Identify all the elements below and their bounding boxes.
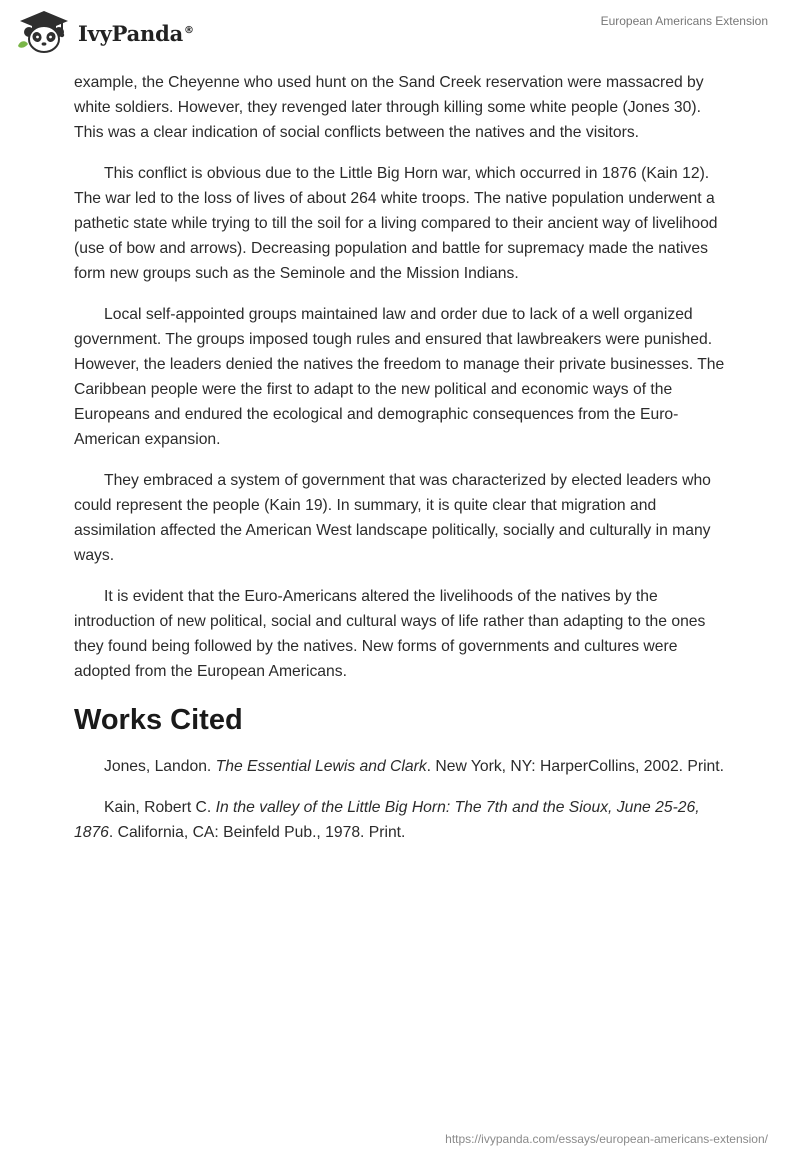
citation-title: The Essential Lewis and Clark xyxy=(215,758,427,775)
citation-publisher: . New York, NY: HarperCollins, 2002. Print. xyxy=(426,758,724,775)
body-paragraph: They embraced a system of government that was characterized by elected leaders who could represent the people (Kain 19). In summary, it is quite clear that migration and assimilation affected the American West landscape politically, socially and culturally in many ways. xyxy=(74,472,711,564)
citation-entry xyxy=(74,754,726,779)
page-header xyxy=(0,0,800,72)
document-title: European Americans Extension xyxy=(600,14,768,28)
citation-entry xyxy=(74,795,726,845)
brand-name: IvyPanda® xyxy=(78,20,194,46)
citation-title: In the valley of the Little Big Horn: The 7th and the Sioux, June 25-26, 1876 xyxy=(74,799,700,841)
body-paragraph: Local self-appointed groups maintained law and order due to lack of a well organized government. The groups imposed tough rules and ensured that lawbreakers were punished. However, the leaders denied the natives the freedom to manage their private businesses. The Caribbean people were the first to adapt to the new political and economic ways of the Europeans and endured the ecological and demographic consequences from the Euro-American expansion. xyxy=(74,306,725,448)
body-paragraph: This conflict is obvious due to the Little Big Horn war, which occurred in 1876 (Kain 12). The war led to the loss of lives of about 264 white troops. The native population underwent a pathetic state while trying to till the soil for a living compared to their ancient way of livelihood (use of bow and arrows). Decreasing population and battle for supremacy made the natives form new groups such as the Seminole and the Mission Indians. xyxy=(74,165,718,282)
source-url-link[interactable]: https://ivypanda.com/essays/european-americans-extension/ xyxy=(445,1132,768,1146)
citation-author: Jones, Landon. xyxy=(104,758,216,775)
body-paragraph: example, the Cheyenne who used hunt on the Sand Creek reservation were massacred by white soldiers. However, they revenged later through killing some white people (Jones 30). This was a clear indication of social conflicts between the natives and the visitors. xyxy=(74,74,704,141)
works-cited-heading: Works Cited xyxy=(74,704,243,736)
essay-content xyxy=(74,70,726,861)
citation-author: Kain, Robert C. xyxy=(104,799,216,816)
body-paragraph: It is evident that the Euro-Americans altered the livelihoods of the natives by the introduction of new political, social and cultural ways of life rather than adapting to the ones they found being followed by the natives. New forms of governments and cultures were adopted from the European Americans. xyxy=(74,588,706,680)
citation-publisher: . California, CA: Beinfeld Pub., 1978. Print. xyxy=(108,824,406,841)
panda-graduation-cap-icon xyxy=(16,8,72,54)
registered-mark: ® xyxy=(184,24,194,36)
ivypanda-logo[interactable] xyxy=(16,8,194,54)
